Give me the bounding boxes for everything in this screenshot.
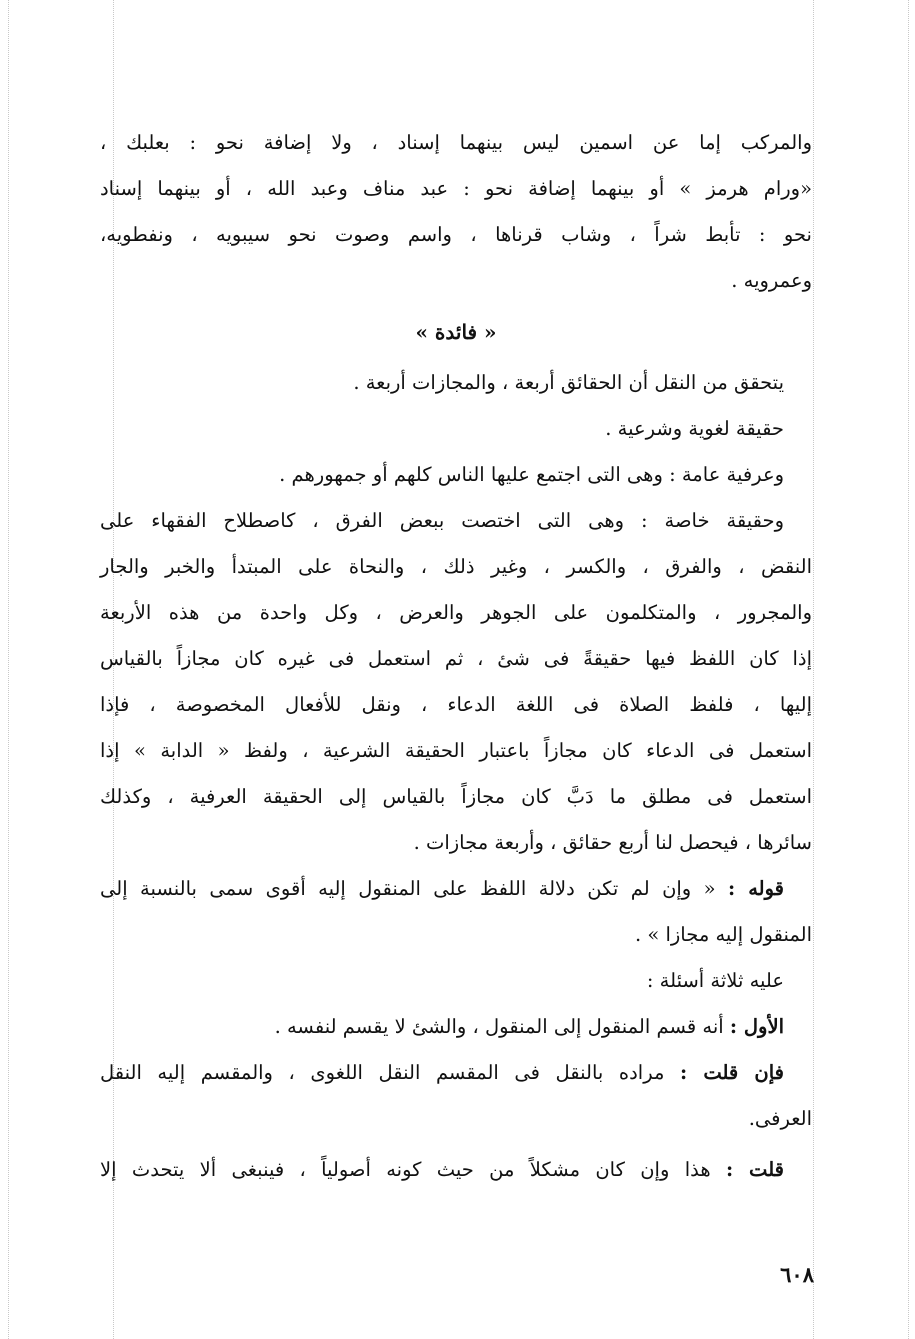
paragraph-four-truths: يتحقق من النقل أن الحقائق أربعة ، والمجازات أربعة .	[353, 371, 784, 394]
quote-text: « وإن لم تكن دلالة اللفظ على المنقول إليه أقوى سمى بالنسبة إلى	[100, 877, 716, 900]
scan-guide-left-outer	[8, 0, 9, 1339]
text-line: والمجرور ، والمتكلمون على الجوهر والعرض ، وكل واحدة من هذه الأربعة	[100, 601, 812, 624]
paragraph-first-question	[100, 1004, 812, 1050]
first-text: أنه قسم المنقول إلى المنقول ، والشئ لا يقسم لنفسه .	[274, 1015, 724, 1038]
paragraph-special-truth	[100, 498, 812, 866]
paragraph-if-you-said	[100, 1050, 812, 1142]
if-you-said-label: فإن قلت :	[679, 1061, 784, 1084]
if-you-said-text: مراده بالنقل فى المقسم النقل اللغوى ، والمقسم إليه النقل	[100, 1061, 665, 1084]
scan-guide-right-inner	[813, 0, 814, 1339]
paragraph-three-questions: عليه ثلاثة أسئلة :	[646, 969, 784, 992]
first-label: الأول :	[729, 1015, 784, 1038]
text-line: النقض ، والفرق ، والكسر ، وغير ذلك ، والنحاة على المبتدأ والخبر والجار	[100, 555, 812, 578]
paragraph-linguistic-truth: حقيقة لغوية وشرعية .	[605, 417, 784, 440]
paragraph-compound-names	[100, 120, 812, 304]
text-line: إذا كان اللفظ فيها حقيقةً فى شئ ، ثم استعمل فى غيره كان مجازاً بالقياس	[100, 647, 812, 670]
paragraph-i-said	[100, 1147, 812, 1193]
i-said-text: هذا وإن كان مشكلاً من حيث كونه أصولياً ، فينبغى ألا يتحدث إلا	[100, 1158, 711, 1181]
text-line: سائرها ، فيحصل لنا أربع حقائق ، وأربعة مجازات .	[413, 831, 812, 854]
text-line: المنقول إليه مجازا » .	[634, 923, 812, 946]
book-page-text	[100, 120, 812, 1193]
text-line: العرفى.	[748, 1107, 812, 1130]
text-line: نحو : تأبط شراً ، وشاب قرناها ، واسم وصوت نحو سيبويه ، ونفطويه،	[100, 223, 812, 246]
paragraph-general-custom: وعرفية عامة : وهى التى اجتمع عليها الناس كلهم أو جمهورهم .	[279, 463, 784, 486]
text-line	[100, 866, 812, 912]
scan-guide-right-outer	[908, 0, 909, 1339]
paragraph-quote	[100, 866, 812, 958]
text-line: استعمل فى الدعاء كان مجازاً باعتبار الحقيقة الشرعية ، ولفظ « الدابة » إذا	[100, 739, 812, 762]
text-line: إليها ، فلفظ الصلاة فى اللغة الدعاء ، ونقل للأفعال المخصوصة ، فإذا	[100, 693, 812, 716]
text-line: «ورام هرمز » أو بينهما إضافة نحو : عبد مناف وعبد الله ، أو بينهما إسناد	[100, 177, 812, 200]
text-line: والمركب إما عن اسمين ليس بينهما إسناد ، ولا إضافة نحو : بعلبك ،	[100, 131, 812, 154]
text-line: وعمرويه .	[731, 269, 812, 292]
text-line: وحقيقة خاصة : وهى التى اختصت ببعض الفرق ، كاصطلاح الفقهاء على	[100, 509, 784, 532]
section-heading: « فائدة »	[415, 320, 497, 344]
text-line: استعمل فى مطلق ما دَبَّ كان مجازاً بالقياس إلى الحقيقة العرفية ، وكذلك	[100, 785, 812, 808]
quote-label: قوله :	[728, 877, 784, 900]
i-said-label: قلت :	[725, 1158, 784, 1181]
page-number: ٦٠٨	[780, 1262, 814, 1287]
text-line	[100, 1050, 812, 1096]
